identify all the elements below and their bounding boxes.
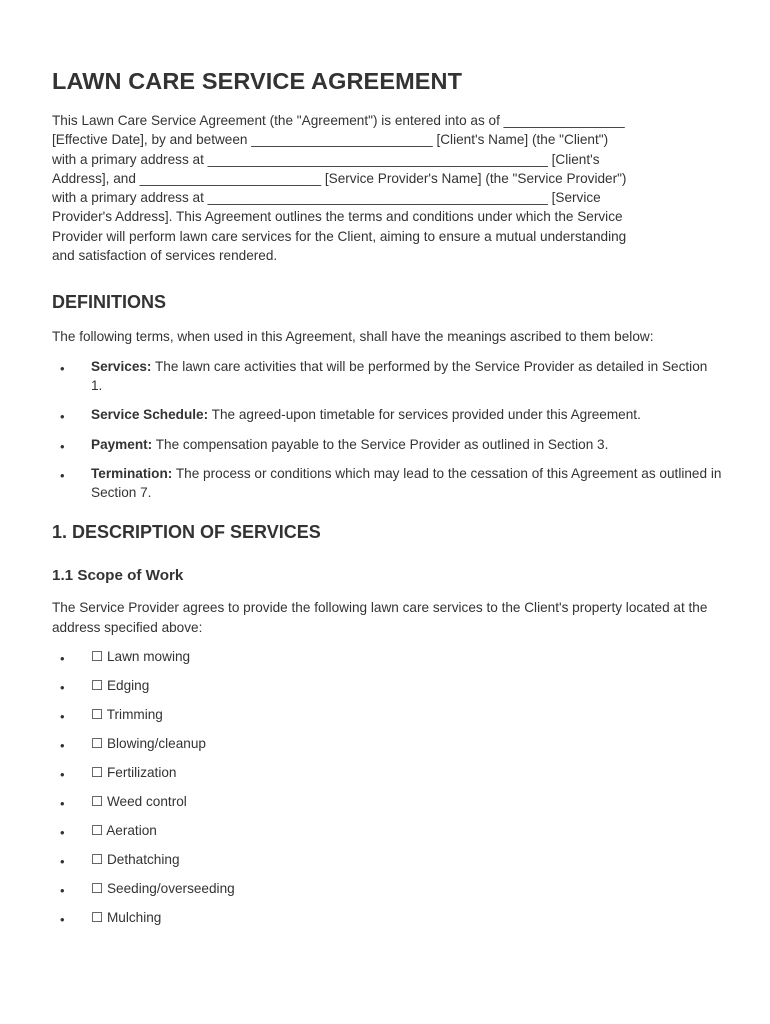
service-label: ☐ Blowing/cleanup	[91, 736, 206, 751]
service-label: ☐ Seeding/overseeding	[91, 880, 235, 896]
definition-item	[52, 435, 722, 454]
bullet-icon: •	[60, 409, 65, 425]
service-label: ☐ Aeration	[91, 822, 157, 838]
definition-text: The lawn care activities that will be performed by the Service Provider as detailed in Section 1.	[91, 358, 708, 393]
document-title: LAWN CARE SERVICE AGREEMENT	[52, 68, 463, 94]
definitions-heading: DEFINITIONS	[52, 292, 167, 313]
definition-text: The process or conditions which may lead to the cessation of this Agreement as outlined in Section 7.	[91, 465, 722, 501]
service-label: ☐ Dethatching	[91, 851, 180, 867]
bullet-icon: •	[60, 467, 65, 483]
definition-text: The agreed-upon timetable for services provided under this Agreement.	[208, 407, 641, 423]
bullet-icon: •	[60, 738, 65, 753]
bullet-icon: •	[60, 709, 65, 725]
service-label: ☐ Weed control	[91, 793, 187, 809]
service-checkbox-item[interactable]	[52, 908, 722, 927]
service-checkbox-item[interactable]	[52, 705, 722, 724]
service-label: ☐ Mulching	[91, 909, 162, 925]
service-checkbox-item[interactable]	[52, 879, 722, 898]
definition-text: The compensation payable to the Service Provider as outlined in Section 3.	[152, 436, 609, 452]
definition-term: Payment:	[91, 436, 153, 452]
service-label: ☐ Fertilization	[91, 764, 177, 780]
service-checkbox-item[interactable]	[52, 676, 722, 695]
bullet-icon: •	[60, 438, 65, 454]
definition-term: Termination:	[91, 465, 173, 481]
scope-lead: The Service Provider agrees to provide the following lawn care services to the Client's property located at the address specified above:	[52, 600, 708, 635]
definition-term: Services:	[91, 358, 152, 374]
bullet-icon: •	[60, 766, 65, 782]
services-section-heading: 1. DESCRIPTION OF SERVICES	[52, 522, 321, 543]
definition-item	[52, 405, 722, 424]
bullet-icon: •	[60, 911, 65, 927]
definitions-list	[52, 357, 722, 503]
service-checkbox-item[interactable]	[52, 763, 722, 782]
service-checkbox-item[interactable]	[52, 850, 722, 869]
service-label: ☐ Lawn mowing	[91, 649, 191, 665]
service-checkbox-item[interactable]	[52, 647, 722, 666]
bullet-icon: •	[60, 360, 65, 376]
document-page	[52, 68, 722, 937]
service-label: ☐ Trimming	[91, 707, 163, 723]
service-checkbox-item[interactable]	[52, 734, 722, 753]
service-checkbox-item[interactable]	[52, 821, 722, 840]
definitions-lead: The following terms, when used in this Agreement, shall have the meanings ascribed to them below:	[52, 329, 654, 345]
service-label: ☐ Edging	[91, 678, 150, 694]
definition-term: Service Schedule:	[91, 407, 209, 423]
service-checkbox-item[interactable]	[52, 792, 722, 811]
services-checklist	[52, 647, 722, 927]
bullet-icon: •	[60, 680, 65, 696]
scope-heading: 1.1 Scope of Work	[52, 567, 184, 585]
bullet-icon: •	[60, 795, 65, 811]
definition-item	[52, 464, 722, 503]
intro-paragraph: This Lawn Care Service Agreement (the "Agreement") is entered into as of ________________ [Effective Date], by and between ________________________ [Client's Name] (the "Client") with a primary address at _____________________________________________ [Client's Address], and ________________________ [Service Provider's Name] (the "Service Provider") with a primary address at _____________________________________________ [Service Provider's Address]. This Agreement outlines the terms and conditions under which the Service Provider will perform lawn care services for the Client, aiming to ensure a mutual understanding and satisfaction of services rendered.	[52, 113, 627, 264]
bullet-icon: •	[60, 853, 65, 869]
bullet-icon: •	[60, 824, 65, 840]
bullet-icon: •	[60, 651, 65, 667]
definition-item	[52, 357, 722, 396]
bullet-icon: •	[60, 882, 65, 898]
